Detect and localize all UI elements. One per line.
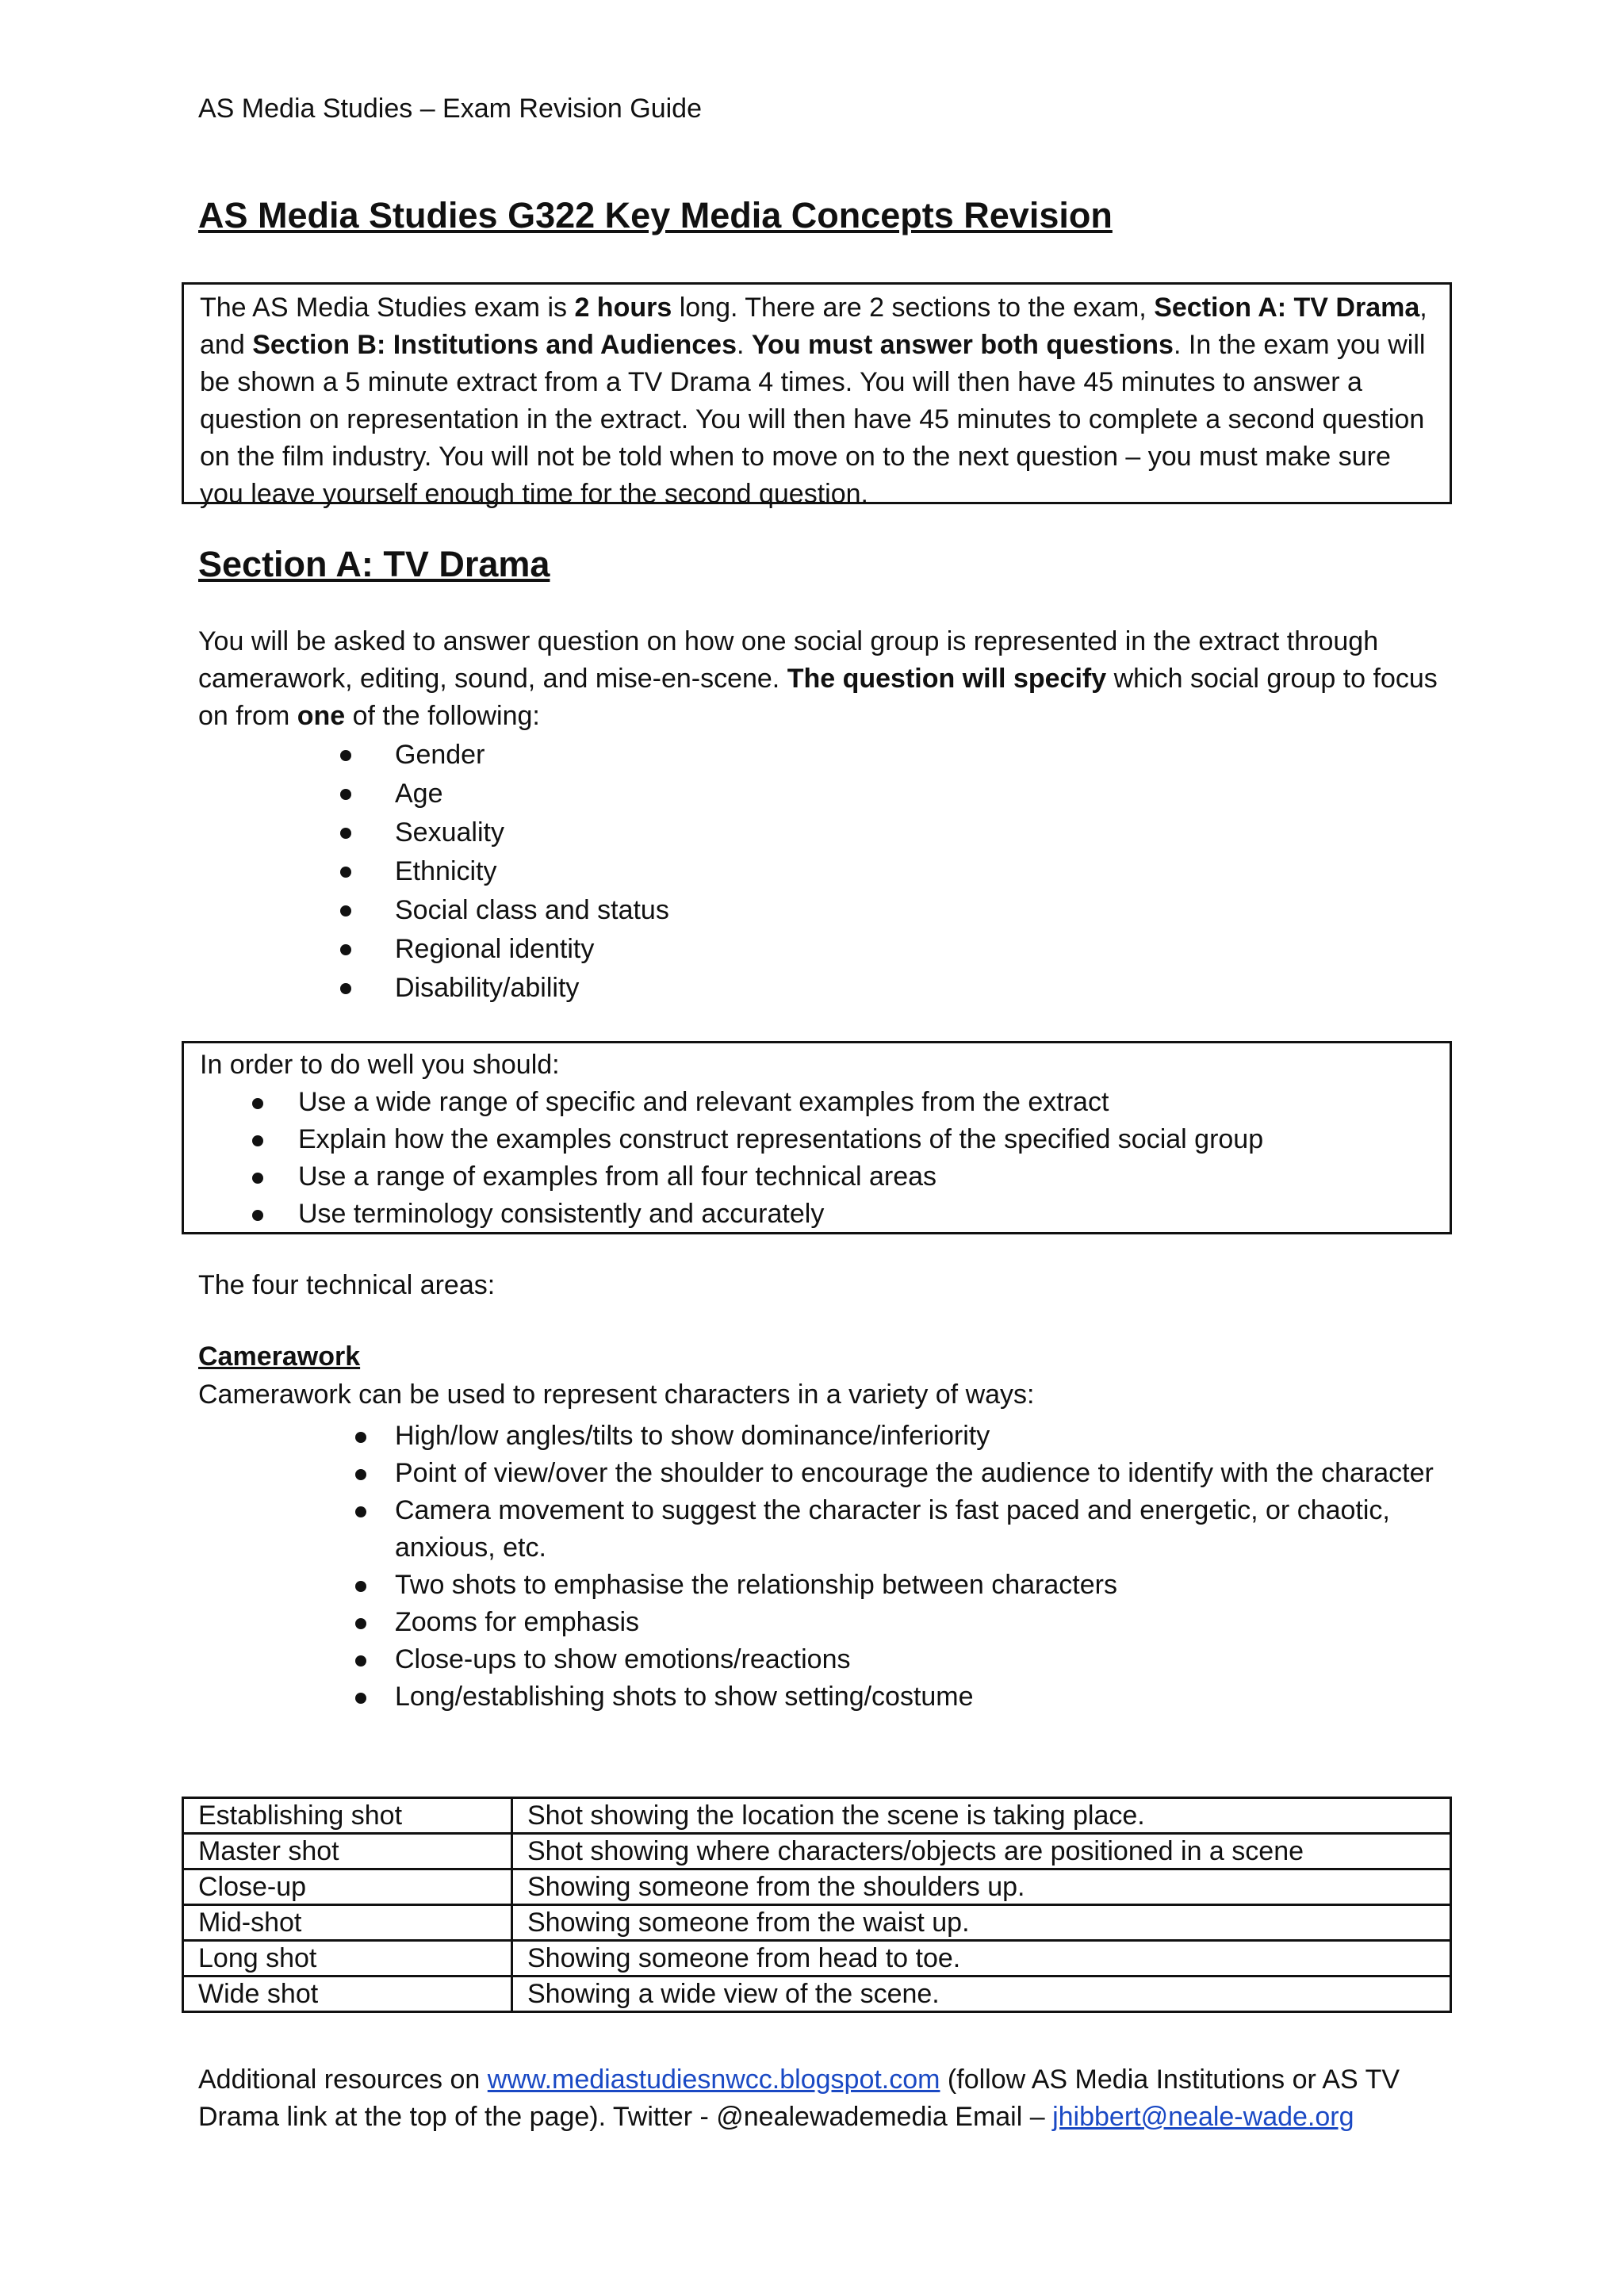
- tips-list: [200, 1084, 1434, 1233]
- bullet-icon: [355, 1469, 366, 1480]
- bullet-icon: [355, 1506, 366, 1517]
- camerawork-intro: Camerawork can be used to represent characters in a variety of ways:: [198, 1380, 1035, 1410]
- list-item: Disability/ability: [341, 969, 615, 1008]
- table-row: Master shot Shot showing where characters/objects are positioned in a scene: [183, 1834, 1451, 1869]
- bullet-icon: [340, 789, 351, 800]
- bullet-icon: [355, 1618, 366, 1629]
- list-item: Gender: [341, 736, 615, 775]
- blog-link[interactable]: www.mediastudiesnwcc.blogspot.com: [487, 2064, 940, 2095]
- camerawork-heading: Camerawork: [198, 1341, 361, 1372]
- table-row: Long shot Showing someone from head to toe.: [183, 1941, 1451, 1976]
- email-link[interactable]: jhibbert@neale-wade.org: [1052, 2102, 1354, 2132]
- list-item: Age: [341, 775, 615, 813]
- bullet-icon: [340, 828, 351, 839]
- bullet-icon: [252, 1173, 263, 1184]
- bullet-icon: [340, 944, 351, 955]
- table-row: Wide shot Showing a wide view of the scene.: [183, 1976, 1451, 2012]
- list-item: Sexuality: [341, 813, 615, 852]
- list-item: Camera movement to suggest the character is fast paced and energetic, or chaotic, anxious, etc.: [395, 1492, 1450, 1567]
- list-item: Regional identity: [341, 930, 615, 969]
- list-item: Ethnicity: [341, 852, 615, 891]
- list-item: Social class and status: [341, 891, 615, 930]
- bullet-icon: [340, 867, 351, 878]
- list-item: Two shots to emphasise the relationship between characters: [395, 1567, 1450, 1604]
- list-item: Use a range of examples from all four technical areas: [298, 1158, 1434, 1196]
- bullet-icon: [355, 1432, 366, 1443]
- camerawork-list: [395, 1418, 1450, 1716]
- list-item: Long/establishing shots to show setting/costume: [395, 1678, 1450, 1716]
- exam-overview-box: The AS Media Studies exam is 2 hours long. There are 2 sections to the exam, Section A: TV Drama, and Section B: Institutions and Audiences. You must answer both questions. In the exam you will be shown a 5 minute extract from a TV Drama 4 times. You will then have 45 minutes to answer a question on representation in the extract. You will then have 45 minutes to complete a second question on the film industry. You will not be told when to move on to the next question – you must make sure you leave yourself enough time for the second question.: [182, 282, 1452, 504]
- list-item: Use a wide range of specific and relevant examples from the extract: [298, 1084, 1434, 1121]
- section-a-intro: You will be asked to answer question on how one social group is represented in the extract through camerawork, editing, sound, and mise-en-scene. The question will specify which social group to focus on from one of the following:: [198, 626, 1438, 731]
- list-item: Point of view/over the shoulder to encourage the audience to identify with the character: [395, 1455, 1450, 1492]
- bullet-icon: [252, 1135, 263, 1146]
- table-row: Close-up Showing someone from the shoulders up.: [183, 1869, 1451, 1905]
- bullet-icon: [355, 1693, 366, 1704]
- bullet-icon: [340, 905, 351, 916]
- list-item: Use terminology consistently and accurately: [298, 1196, 1434, 1233]
- list-item: High/low angles/tilts to show dominance/inferiority: [395, 1418, 1450, 1455]
- running-header: AS Media Studies – Exam Revision Guide: [198, 94, 702, 124]
- technical-areas-intro: The four technical areas:: [198, 1270, 496, 1300]
- list-item: Close-ups to show emotions/reactions: [395, 1641, 1450, 1678]
- table-row: Mid-shot Showing someone from the waist up.: [183, 1905, 1451, 1941]
- table-row: Establishing shot Shot showing the location the scene is taking place.: [183, 1798, 1451, 1834]
- bullet-icon: [355, 1581, 366, 1592]
- bullet-icon: [340, 750, 351, 761]
- shot-types-table: [182, 1797, 1452, 2013]
- social-groups-list: [341, 736, 669, 1008]
- additional-resources: Additional resources on www.mediastudiesnwcc.blogspot.com (follow AS Media Institutions or AS TV Drama link at the top of the page). Twitter - @nealewademedia Email – jhibbert@neale-wade.org: [198, 2064, 1400, 2132]
- list-item: Zooms for emphasis: [395, 1604, 1450, 1641]
- page-title: AS Media Studies G322 Key Media Concepts Revision: [198, 195, 1113, 235]
- bullet-icon: [252, 1210, 263, 1221]
- tips-lead: In order to do well you should:: [200, 1050, 560, 1080]
- bullet-icon: [340, 983, 351, 994]
- bullet-icon: [355, 1655, 366, 1667]
- section-a-heading: Section A: TV Drama: [198, 544, 550, 584]
- bullet-icon: [252, 1098, 263, 1109]
- list-item: Explain how the examples construct representations of the specified social group: [298, 1121, 1434, 1158]
- do-well-tips-box: [182, 1041, 1452, 1234]
